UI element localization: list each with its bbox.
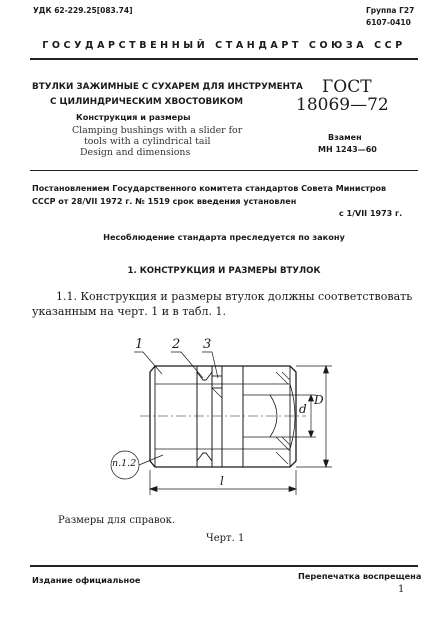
group-label: Группа Г27 [366,6,415,15]
law-notice: Несоблюдение стандарта преследуется по закону [103,232,345,242]
reprint-prohibited: Перепечатка воспрещена [298,571,422,581]
classifier-code: 6107-0410 [366,18,411,27]
figure-caption: Черт. 1 [206,533,245,544]
official-edition: Издание официальное [32,575,141,585]
footer-rule [30,565,418,567]
state-standard-banner: ГОСУДАРСТВЕННЫЙ СТАНДАРТ СОЮЗА ССР [42,40,406,51]
udk-code: УДК 62-229.25[083.74] [33,6,133,15]
replaces-label: Взамен [328,133,362,142]
decree-line2: СССР от 28/VII 1972 г. № 1519 срок введения установлен [32,197,297,206]
paragraph-line2: указанным на черт. 1 и в табл. 1. [32,305,226,318]
callout-3: 3 [203,337,212,352]
title-ru-subtitle: Конструкция и размеры [76,112,191,122]
title-ru-line2: С ЦИЛИНДРИЧЕСКИМ ХВОСТОВИКОМ [50,97,244,107]
decree-date: с 1/VII 1973 г. [339,209,403,218]
title-en-line3: Design and dimensions [80,147,191,158]
decree-line1: Постановлением Государственного комитета стандартов Совета Министров [32,184,387,193]
clause-reference: п.1.2 [112,458,137,469]
gost-label: ГОСТ [322,77,372,97]
paragraph-line1: 1.1. Конструкция и размеры втулок должны соответствовать [56,290,413,303]
title-en-line2: tools with a cylindrical tail [84,136,211,147]
section-title: 1. КОНСТРУКЦИЯ И РАЗМЕРЫ ВТУЛОК [127,266,321,276]
dimension-D-label: D [314,393,324,407]
dimension-d-label: d [299,402,307,416]
page-number: 1 [398,584,405,595]
title-en-line1: Clamping bushings with a slider for [72,125,243,136]
reference-dimensions-note: Размеры для справок. [58,515,176,526]
callout-1: 1 [135,337,144,352]
replaces-code: МН 1243—60 [318,145,377,154]
callout-2: 2 [172,337,181,352]
dimension-l-label: l [220,474,224,488]
gost-number: 18069—72 [296,95,389,115]
title-ru-line1: ВТУЛКИ ЗАЖИМНЫЕ С СУХАРЕМ ДЛЯ ИНСТРУМЕНТА [32,82,303,92]
